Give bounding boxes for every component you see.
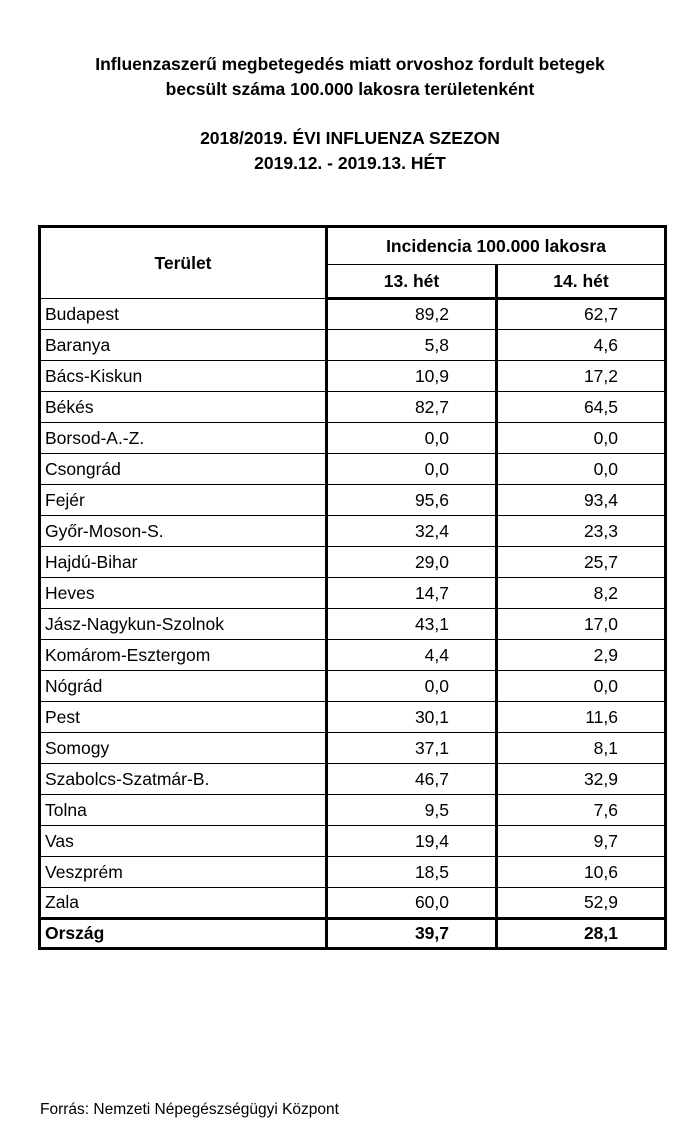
week-14-value: 8,1 (497, 733, 666, 764)
area-cell: Bács-Kiskun (40, 361, 327, 392)
week-13-value: 39,7 (327, 919, 497, 949)
area-cell: Veszprém (40, 857, 327, 888)
week-13-value: 95,6 (327, 485, 497, 516)
week-13-value: 89,2 (327, 299, 497, 330)
area-cell: Vas (40, 826, 327, 857)
report-title (0, 52, 700, 102)
table-row (40, 547, 666, 578)
week-13-value: 0,0 (327, 454, 497, 485)
area-cell: Tolna (40, 795, 327, 826)
table-row (40, 826, 666, 857)
area-cell: Szabolcs-Szatmár-B. (40, 764, 327, 795)
area-cell: Zala (40, 888, 327, 919)
week-13-value: 37,1 (327, 733, 497, 764)
area-cell: Heves (40, 578, 327, 609)
week-14-value: 17,2 (497, 361, 666, 392)
table-row (40, 609, 666, 640)
table-row (40, 516, 666, 547)
week-14-value: 0,0 (497, 671, 666, 702)
area-cell: Ország (40, 919, 327, 949)
area-cell: Borsod-A.-Z. (40, 423, 327, 454)
week-14-value: 0,0 (497, 423, 666, 454)
area-cell: Hajdú-Bihar (40, 547, 327, 578)
week-14-value: 32,9 (497, 764, 666, 795)
area-cell: Budapest (40, 299, 327, 330)
table-row (40, 299, 666, 330)
week-13-value: 0,0 (327, 423, 497, 454)
table-row (40, 671, 666, 702)
area-cell: Pest (40, 702, 327, 733)
week-13-value: 32,4 (327, 516, 497, 547)
week-13-value: 0,0 (327, 671, 497, 702)
week-13-value: 60,0 (327, 888, 497, 919)
week-13-value: 10,9 (327, 361, 497, 392)
week-14-value: 64,5 (497, 392, 666, 423)
table-row (40, 764, 666, 795)
report-title-line1: Influenzaszerű megbetegedés miatt orvoshoz fordult betegek (95, 54, 605, 74)
week-13-value: 30,1 (327, 702, 497, 733)
area-cell: Fejér (40, 485, 327, 516)
table-row (40, 454, 666, 485)
week-14-value: 52,9 (497, 888, 666, 919)
table-row (40, 392, 666, 423)
week-13-value: 46,7 (327, 764, 497, 795)
header-area: Terület (40, 227, 327, 299)
header-incidence: Incidencia 100.000 lakosra (327, 227, 666, 265)
table-row (40, 733, 666, 764)
area-cell: Somogy (40, 733, 327, 764)
week-14-value: 10,6 (497, 857, 666, 888)
week-14-value: 4,6 (497, 330, 666, 361)
week-14-value: 93,4 (497, 485, 666, 516)
incidence-table-container (38, 225, 664, 950)
week-13-value: 14,7 (327, 578, 497, 609)
area-cell: Békés (40, 392, 327, 423)
week-14-value: 28,1 (497, 919, 666, 949)
week-13-value: 43,1 (327, 609, 497, 640)
season-heading-line2: 2019.12. - 2019.13. HÉT (254, 153, 446, 173)
header-week-14: 14. hét (497, 265, 666, 299)
week-13-value: 82,7 (327, 392, 497, 423)
week-14-value: 7,6 (497, 795, 666, 826)
week-14-value: 25,7 (497, 547, 666, 578)
week-13-value: 9,5 (327, 795, 497, 826)
area-cell: Győr-Moson-S. (40, 516, 327, 547)
table-row (40, 423, 666, 454)
header-week-13: 13. hét (327, 265, 497, 299)
week-13-value: 19,4 (327, 826, 497, 857)
report-title-line2: becsült száma 100.000 lakosra területenként (165, 79, 535, 99)
table-row (40, 330, 666, 361)
week-13-value: 5,8 (327, 330, 497, 361)
table-row (40, 857, 666, 888)
total-row (40, 919, 666, 949)
table-row (40, 485, 666, 516)
week-14-value: 62,7 (497, 299, 666, 330)
table-row (40, 640, 666, 671)
area-cell: Komárom-Esztergom (40, 640, 327, 671)
week-14-value: 11,6 (497, 702, 666, 733)
week-14-value: 8,2 (497, 578, 666, 609)
week-13-value: 29,0 (327, 547, 497, 578)
week-14-value: 2,9 (497, 640, 666, 671)
area-cell: Nógrád (40, 671, 327, 702)
table-row (40, 361, 666, 392)
area-cell: Jász-Nagykun-Szolnok (40, 609, 327, 640)
season-heading-line1: 2018/2019. ÉVI INFLUENZA SZEZON (200, 128, 500, 148)
area-cell: Baranya (40, 330, 327, 361)
source-note: Forrás: Nemzeti Népegészségügyi Központ (40, 1101, 339, 1118)
table-row (40, 702, 666, 733)
area-cell: Csongrád (40, 454, 327, 485)
week-14-value: 17,0 (497, 609, 666, 640)
week-13-value: 4,4 (327, 640, 497, 671)
season-heading (0, 126, 700, 176)
week-14-value: 23,3 (497, 516, 666, 547)
table-body (40, 299, 666, 949)
table-row (40, 795, 666, 826)
table-row (40, 888, 666, 919)
week-14-value: 0,0 (497, 454, 666, 485)
incidence-table (38, 225, 667, 950)
week-13-value: 18,5 (327, 857, 497, 888)
table-row (40, 578, 666, 609)
week-14-value: 9,7 (497, 826, 666, 857)
